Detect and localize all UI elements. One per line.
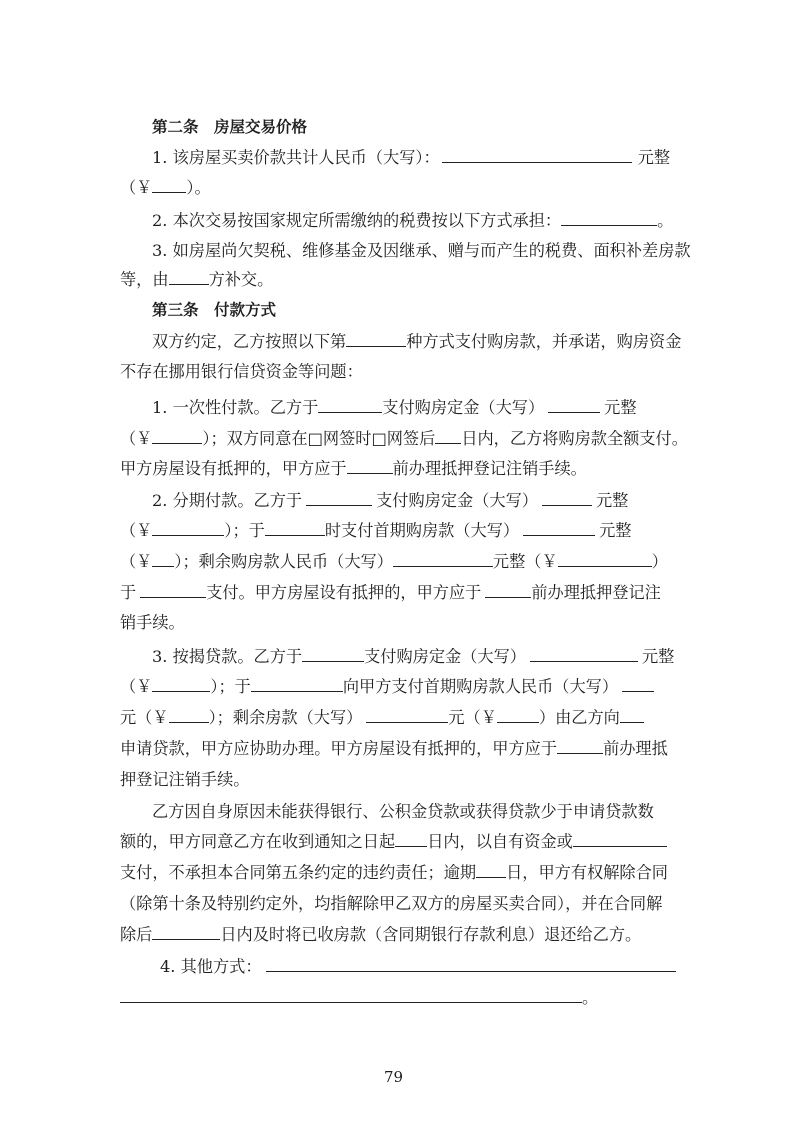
lump-sum-deposit-date-blank[interactable]	[318, 396, 382, 413]
article-2-item-3: 3. 如房屋尚欠契税、维修基金及因继承、赠与而产生的税费、面积补差房款	[152, 241, 691, 260]
loan-remaining-amount-blank[interactable]	[366, 706, 448, 723]
loan-failure-line-3: 支付，不承担本合同第五条约定的违约责任；逾期 日，甲方有权解除合同	[120, 863, 668, 882]
loan-bank-blank[interactable]	[620, 706, 644, 723]
loan-line-2: （￥ ）；于 向甲方支付首期购房款人民币（大写）	[120, 675, 654, 699]
loan-failure-overdue-days-blank[interactable]	[476, 861, 506, 878]
installment-remaining-amount-blank[interactable]	[393, 550, 493, 567]
article-2-item-1-cont: （￥ ）。	[120, 178, 211, 197]
article-3-heading: 第三条 付款方式	[152, 301, 277, 319]
article-3-intro: 双方约定，乙方按照以下第 种方式支付购房款，并承诺，购房资金	[152, 332, 682, 351]
loan-mortgage-date-blank[interactable]	[557, 737, 603, 754]
total-price-figure-blank[interactable]	[152, 176, 186, 193]
lump-sum-line-1: 1. 一次性付款。乙方于 支付购房定金（大写） 元整	[152, 398, 637, 417]
installment-deposit-figure-blank[interactable]	[152, 519, 224, 536]
other-method-line-1: 4. 其他方式：	[160, 955, 676, 979]
loan-line-1: 3. 按揭贷款。乙方于 支付购房定金（大写） 元整	[152, 647, 675, 666]
loan-line-5: 押登记注销手续。	[120, 770, 250, 789]
article-2-heading: 第二条 房屋交易价格	[152, 118, 308, 136]
loan-failure-line-1: 乙方因自身原因未能获得银行、公积金贷款或获得贷款少于申请贷款数	[152, 802, 654, 821]
lump-sum-deposit-amount-blank[interactable]	[548, 396, 600, 413]
article-2-item-2: 2. 本次交易按国家规定所需缴纳的税费按以下方式承担： 。	[152, 211, 674, 230]
loan-deposit-amount-blank[interactable]	[530, 645, 638, 662]
installment-first-payment-figure-blank[interactable]	[152, 550, 174, 567]
article-2-item-3-cont: 等，由 方补交。	[120, 270, 274, 289]
total-price-blank[interactable]	[442, 146, 632, 163]
lump-sum-mortgage-date-blank[interactable]	[347, 457, 393, 474]
lump-sum-deposit-figure-blank[interactable]	[152, 427, 202, 444]
loan-first-payment-date-blank[interactable]	[251, 675, 343, 692]
loan-line-3: 元（￥ ）；剩余房款（大写） 元（￥ ）由乙方向	[120, 706, 644, 730]
loan-failure-refund-days-blank[interactable]	[152, 923, 220, 940]
installment-line-4: 于 支付。甲方房屋设有抵押的，甲方应于 前办理抵押登记注	[120, 583, 661, 602]
lump-sum-line-3: 甲方房屋设有抵押的，甲方应于 前办理抵押登记注销手续。	[120, 459, 587, 478]
other-method-blank-2[interactable]	[120, 986, 582, 1003]
loan-failure-line-5: 除后 日内及时将已收房款（含同期银行存款利息）退还给乙方。	[120, 925, 642, 944]
lump-sum-line-2: （￥ ）；双方同意在□网签时□网签后 日内，乙方将购房款全额支付。	[120, 429, 688, 448]
loan-failure-line-2: 额的，甲方同意乙方在收到通知之日起 日内，以自有资金或	[120, 830, 667, 854]
tax-method-blank[interactable]	[561, 209, 657, 226]
loan-first-payment-amount-blank[interactable]	[622, 675, 654, 692]
installment-remaining-figure-blank[interactable]	[558, 550, 652, 567]
installment-first-payment-amount-blank[interactable]	[523, 519, 595, 536]
article-3-intro-cont: 不存在挪用银行信贷资金等问题：	[120, 362, 363, 381]
loan-line-4: 申请贷款，甲方应协助办理。甲方房屋设有抵押的，甲方应于 前办理抵	[120, 739, 668, 758]
installment-remaining-date-blank[interactable]	[140, 581, 206, 598]
loan-failure-line-4: （除第十条及特别约定外，均指解除甲乙双方的房屋买卖合同），并在合同解	[120, 894, 663, 913]
article-2-item-1: 1. 该房屋买卖价款共计人民币（大写）： 元整	[152, 148, 671, 167]
installment-deposit-date-blank[interactable]	[306, 489, 372, 506]
installment-first-payment-date-blank[interactable]	[265, 519, 325, 536]
loan-failure-days-blank[interactable]	[395, 830, 427, 847]
loan-deposit-date-blank[interactable]	[302, 645, 364, 662]
other-method-blank-1[interactable]	[266, 955, 676, 972]
loan-first-payment-figure-blank[interactable]	[169, 706, 209, 723]
installment-line-5: 销手续。	[120, 613, 185, 632]
payer-party-blank[interactable]	[169, 268, 209, 285]
page-number: 79	[384, 1068, 404, 1086]
installment-mortgage-date-blank[interactable]	[485, 581, 531, 598]
other-method-line-2: 。	[120, 986, 598, 1010]
payment-method-choice-blank[interactable]	[346, 330, 406, 347]
installment-deposit-amount-blank[interactable]	[542, 489, 592, 506]
installment-line-3: （￥ ）；剩余购房款人民币（大写） 元整（￥ ）	[120, 552, 668, 571]
loan-deposit-figure-blank[interactable]	[152, 675, 210, 692]
installment-line-2: （￥ ）；于 时支付首期购房款（大写） 元整	[120, 521, 632, 540]
loan-failure-payment-method-blank[interactable]	[573, 830, 667, 847]
lump-sum-days-blank[interactable]	[435, 427, 461, 444]
loan-remaining-figure-blank[interactable]	[497, 706, 539, 723]
installment-line-1: 2. 分期付款。乙方于 支付购房定金（大写） 元整	[152, 491, 629, 510]
